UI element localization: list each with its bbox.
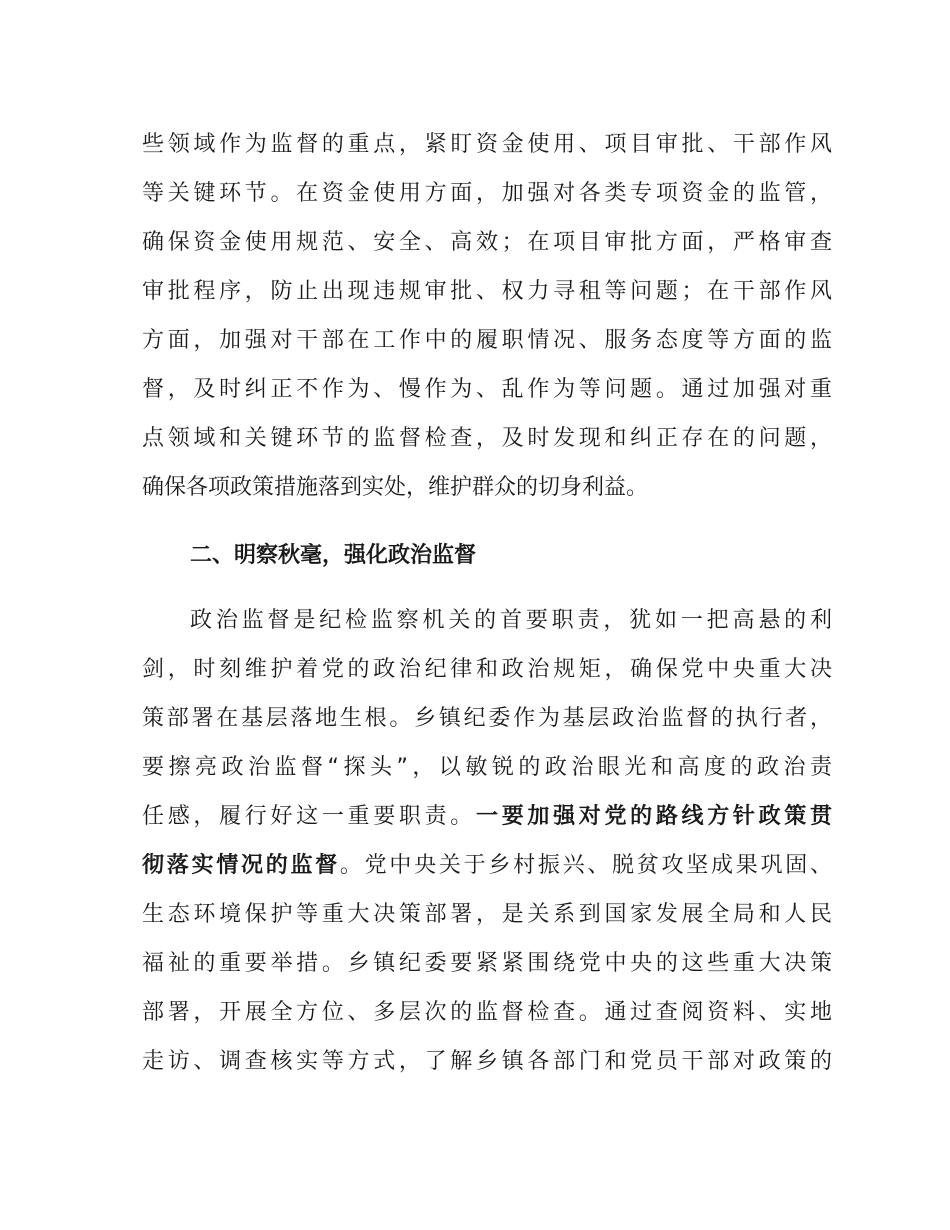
paragraph-line: 福祉的重要举措。乡镇纪委要紧紧围绕党中央的这些重大决策: [142, 951, 832, 976]
paragraph-line-mixed: [142, 797, 832, 837]
paragraph-line: 方面，加强对干部在工作中的履职情况、服务态度等方面的监: [142, 328, 832, 353]
paragraph-line: 剑，时刻维护着党的政治纪律和政治规矩，确保党中央重大决: [142, 657, 832, 682]
paragraph-line: 要擦亮政治监督“探头”，以敏锐的政治眼光和高度的政治责: [142, 755, 832, 780]
paragraph-line: 部署，开展全方位、多层次的监督检查。通过查阅资料、实地: [142, 1000, 832, 1025]
bold-emphasis-text: 彻落实情况的监督: [142, 853, 340, 878]
paragraph-line: 确保资金使用规范、安全、高效；在项目审批方面，严格审查: [142, 230, 832, 255]
section-heading: 二、明察秋毫，强化政治监督: [190, 543, 477, 568]
paragraph-line-mixed: [142, 846, 832, 886]
paragraph-line: 生态环境保护等重大决策部署，是关系到国家发展全局和人民: [142, 902, 832, 927]
paragraph-line: 点领域和关键环节的监督检查，及时发现和纠正存在的问题，: [142, 426, 832, 451]
normal-text: 任感，履行好这一重要职责。: [142, 804, 476, 829]
paragraph-line: 督，及时纠正不作为、慢作为、乱作为等问题。通过加强对重: [142, 377, 832, 402]
paragraph-line: 等关键环节。在资金使用方面，加强对各类专项资金的监管，: [142, 181, 832, 206]
paragraph-line: 政治监督是纪检监察机关的首要职责，犹如一把高悬的利: [190, 608, 832, 633]
paragraph-line: 些领域作为监督的重点，紧盯资金使用、项目审批、干部作风: [142, 132, 832, 157]
normal-text: 。党中央关于乡村振兴、脱贫攻坚成果巩固、: [339, 853, 832, 878]
bold-emphasis-text: 一要加强对党的路线方针政策贯: [476, 804, 832, 829]
paragraph-line: 策部署在基层落地生根。乡镇纪委作为基层政治监督的执行者，: [142, 706, 832, 731]
paragraph-last-line: 确保各项政策措施落到实处，维护群众的切身利益。: [142, 475, 649, 500]
paragraph-line: 走访、调查核实等方式，了解乡镇各部门和党员干部对政策的: [142, 1049, 832, 1074]
paragraph-line: 审批程序，防止出现违规审批、权力寻租等问题；在干部作风: [142, 279, 832, 304]
